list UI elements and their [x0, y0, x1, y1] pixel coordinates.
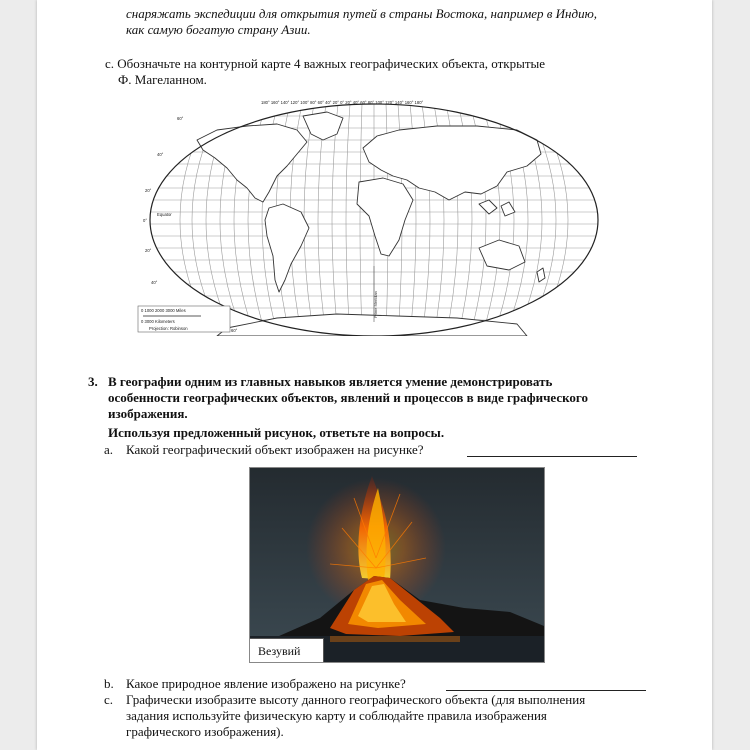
lat-label-3: 20° — [145, 188, 152, 193]
answer-a-line[interactable] — [467, 444, 637, 457]
lat-label-2: 40° — [157, 152, 164, 157]
lat-label-4: 0° — [143, 218, 148, 223]
map-scale-box — [138, 306, 230, 332]
projection-label: Projection: Robinson — [149, 326, 188, 331]
volcano-illustration — [250, 468, 544, 662]
map-top-ticks: 180° 160° 140° 120° 100° 80° 60° 40° 20° 0° 20° 40° 60° 80° 100° 120° 140° 160° 180° — [261, 100, 424, 105]
equator-label: Equator — [157, 212, 172, 217]
answer-b-line[interactable] — [446, 678, 646, 691]
lat-label-6: 40° — [151, 280, 158, 285]
task-c-line-1: c. Обозначьте на контурной карте 4 важных географических объекта, открытые — [105, 56, 546, 71]
lat-label-1: 60° — [177, 116, 184, 121]
worksheet-page — [37, 0, 712, 750]
map-svg — [137, 96, 617, 336]
item-a-marker: a. — [104, 442, 114, 457]
item-a-text: Какой географический объект изображен на рисунке? — [126, 442, 424, 457]
question-3-line-3: изображения. — [108, 406, 188, 421]
item-c-line-3: графического изображения). — [126, 724, 284, 739]
item-c-marker: c. — [104, 692, 114, 707]
prime-meridian-label: Prime Meridian — [373, 291, 378, 318]
scale-miles: 0 1000 2000 3000 Miles — [141, 308, 186, 313]
lat-label-5: 20° — [145, 248, 152, 253]
volcano-photo — [249, 467, 545, 663]
item-c-line-2: задания используйте физическую карту и соблюдайте правила изображения — [126, 708, 547, 723]
question-3-number: 3. — [88, 374, 98, 389]
item-c-line-1: Графически изобразите высоту данного географического объекта (для выполнения — [126, 692, 586, 707]
scale-km: 0 3000 Kilometers — [141, 319, 175, 324]
photo-caption: Везувий — [250, 638, 324, 662]
world-contour-map — [137, 96, 617, 336]
question-3-line-2: особенности географических объектов, явлений и процессов в виде графического — [108, 390, 589, 405]
intro-line-2: как самую богатую страну Азии. — [126, 22, 311, 37]
lat-label-7: 60° — [231, 328, 238, 333]
question-3-line-4: Используя предложенный рисунок, ответьте на вопросы. — [108, 425, 445, 440]
question-3-line-1: В географии одним из главных навыков является умение демонстрировать — [108, 374, 553, 389]
item-b-marker: b. — [104, 676, 114, 691]
intro-line-1: снаряжать экспедиции для открытия путей в страны Востока, например в Индию, — [126, 6, 597, 21]
task-c-line-2: Ф. Магеланном. — [118, 72, 207, 87]
item-b-text: Какое природное явление изображено на рисунке? — [126, 676, 406, 691]
